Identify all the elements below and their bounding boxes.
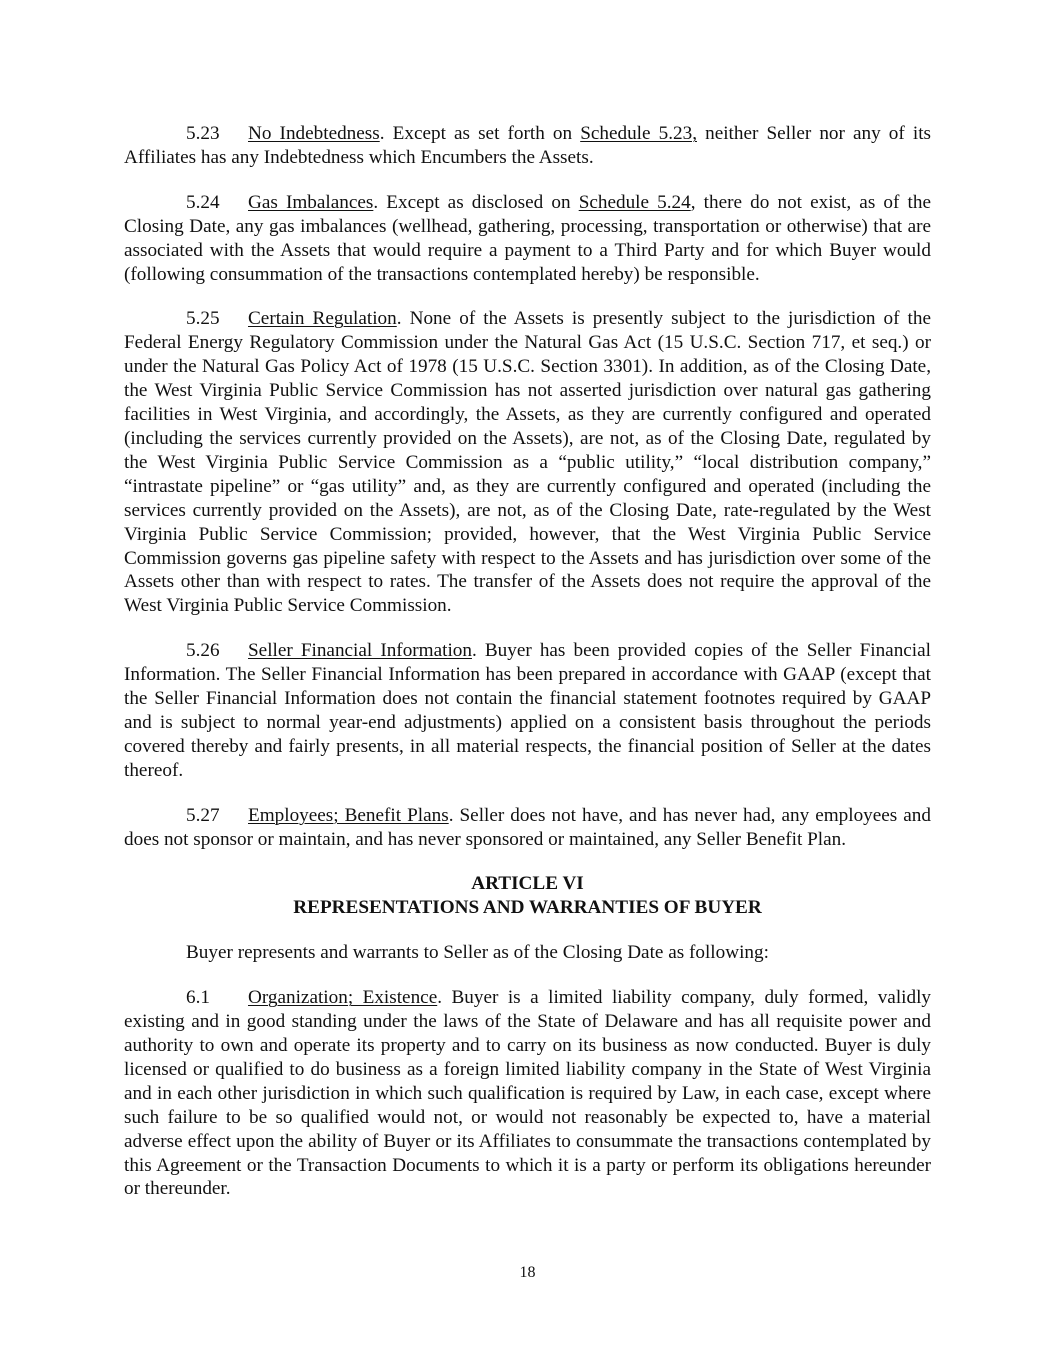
section-5-24	[124, 191, 931, 287]
page-number: 18	[519, 1264, 536, 1281]
section-heading: Organization; Existence	[248, 987, 438, 1009]
section-text: . None of the Assets is presently subject to the jurisdiction of the Federal Energy Regulatory Commission under the Natural Gas Act (15 U.S.C. Section 717, et seq.) or under the Natural Gas Policy Act of 1978 (15 U.S.C. Section 3301). In addition, as of the Closing Date, the West Virginia Public Service Commission has not asserted jurisdiction over natural gas gathering facilities in West Virginia, and accordingly, the Assets, as they are currently configured and operated (including the services currently provided on the Assets), are not, as of the Closing Date, regulated by the West Virginia Public Service Commission as a “public utility,” “local distribution company,” “intrastate pipeline” or “gas utility” and, as they are currently configured and operated (including the services currently provided on the Assets), are not, as of the Closing Date, rate-regulated by the West Virginia Public Service Commission; provided, however, that the West Virginia Public Service Commission governs gas pipeline safety with respect to the Assets and has jurisdiction over some of the Assets other than with respect to rates. The transfer of the Assets does not require the approval of the West Virginia Public Service Commission.	[124, 308, 931, 617]
schedule-reference: Schedule 5.24	[578, 191, 691, 213]
section-text: . Except as disclosed on	[373, 191, 579, 213]
section-6-1	[124, 986, 931, 1201]
section-number: 5.24	[186, 191, 220, 213]
article-heading	[124, 872, 931, 920]
section-5-27	[124, 804, 931, 852]
section-number: 5.23	[186, 123, 220, 144]
section-5-26	[124, 639, 931, 782]
section-number: 5.27	[186, 804, 220, 826]
section-heading: No Indebtedness	[248, 123, 380, 144]
section-text: . Buyer is a limited liability company, duly formed, validly existing and in good standing under the laws of the State of Delaware and has all requisite power and authority to own and operate its property and to carry on its business as now conducted. Buyer is duly licensed or qualified to do business as a foreign limited liability company in the State of West Virginia and in each other jurisdiction in which such qualification is required by Law, in each case, except where such failure to be so qualified would not, or would not reasonably be expected to, have a material adverse effect upon the ability of Buyer or its Affiliates to consummate the transactions contemplated by this Agreement or the Transaction Documents to which it is a party or perform its obligations hereunder or thereunder.	[124, 987, 932, 1200]
section-number: 6.1	[186, 987, 210, 1009]
section-text: . Except as set forth on	[379, 123, 581, 144]
article-intro: Buyer represents and warrants to Seller as of the Closing Date as following:	[186, 942, 769, 964]
section-text: . Seller does not have, and has never had, any employees and does not sponsor or maintain, and has never sponsored or maintained, any Seller Benefit Plan.	[124, 804, 931, 850]
section-text: . Buyer has been provided copies of the Seller Financial Information. The Seller Financial Information has been prepared in accordance with GAAP (except that the Seller Financial Information does not contain the financial statement footnotes required by GAAP and is subject to normal year-end adjustments) applied on a consistent basis throughout the periods covered thereby and fairly presents, in all material respects, the financial position of Seller at the dates thereof.	[124, 640, 931, 781]
section-number: 5.25	[186, 308, 220, 330]
article-title: REPRESENTATIONS AND WARRANTIES OF BUYER	[293, 897, 762, 919]
section-heading: Certain Regulation	[248, 308, 397, 330]
section-heading: Seller Financial Information	[248, 640, 472, 662]
section-heading: Employees; Benefit Plans	[248, 804, 449, 826]
section-text: , there do not exist, as of the Closing Date, any gas imbalances (wellhead, gathering, processing, transportation or otherwise) that are associated with the Assets that would require a payment to a Third Party and for which Buyer would (following consummation of the transactions contemplated hereby) be responsible.	[124, 191, 931, 285]
section-5-25	[124, 307, 931, 618]
section-text: neither Seller nor any of its Affiliates has any Indebtedness which Encumbers the Assets.	[124, 123, 932, 168]
section-heading: Gas Imbalances	[248, 191, 374, 213]
section-5-23	[124, 122, 931, 170]
schedule-reference: Schedule 5.23,	[580, 123, 697, 144]
section-number: 5.26	[186, 640, 220, 662]
document-page	[124, 122, 931, 1222]
article-number: ARTICLE VI	[471, 873, 584, 895]
